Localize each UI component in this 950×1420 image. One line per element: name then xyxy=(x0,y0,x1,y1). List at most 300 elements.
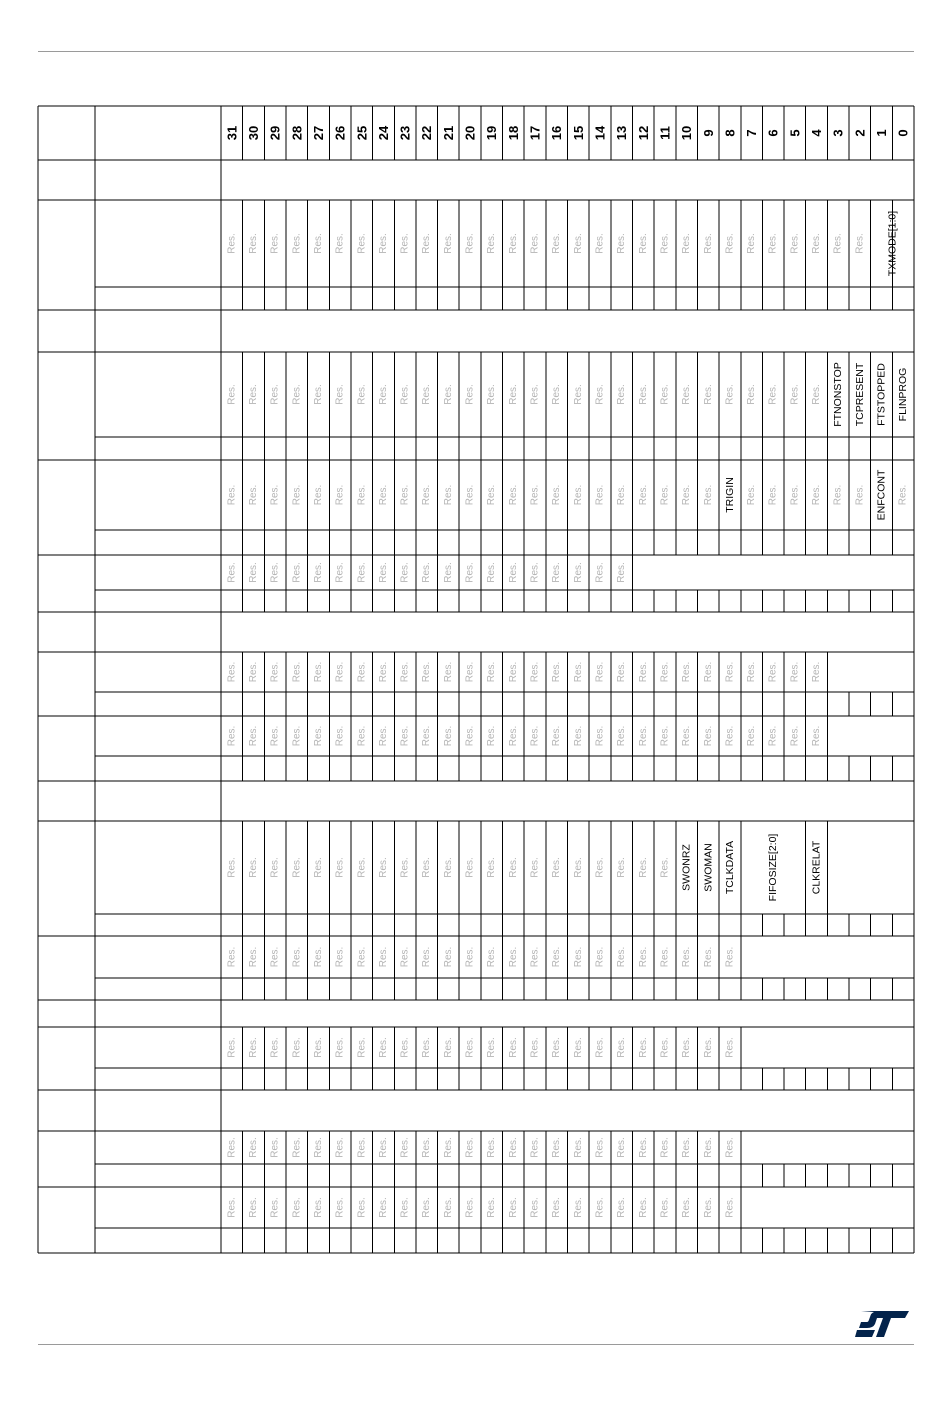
bit-number-20: 20 xyxy=(462,125,478,141)
reserved-bit-16: Res. xyxy=(551,661,563,683)
reserved-bit-31: Res. xyxy=(226,562,238,583)
reserved-bit-23: Res. xyxy=(399,946,411,968)
reserved-bit-21: Res. xyxy=(442,562,454,583)
reserved-bit-10: Res. xyxy=(681,484,693,506)
reserved-bit-27: Res. xyxy=(312,946,324,968)
reserved-bit-27: Res. xyxy=(312,857,324,878)
field-clkrelat: CLKRELAT xyxy=(810,840,823,895)
bit-number-6: 6 xyxy=(765,129,781,137)
reserved-bit-29: Res. xyxy=(269,857,281,878)
field-ftnonstop: FTNONSTOP xyxy=(832,362,845,427)
reserved-bit-5: Res. xyxy=(789,384,801,405)
reserved-bit-28: Res. xyxy=(291,946,303,968)
reserved-bit-9: Res. xyxy=(702,1197,714,1218)
field-flinprog: FLINPROG xyxy=(897,367,910,422)
reserved-bit-26: Res. xyxy=(334,384,346,405)
reserved-bit-17: Res. xyxy=(529,725,541,747)
bit-number-12: 12 xyxy=(635,125,651,141)
reserved-bit-26: Res. xyxy=(334,661,346,683)
reserved-bit-28: Res. xyxy=(291,484,303,506)
reserved-bit-9: Res. xyxy=(702,1137,714,1158)
reserved-bit-27: Res. xyxy=(312,562,324,583)
reserved-bit-22: Res. xyxy=(421,1137,433,1158)
reserved-bit-21: Res. xyxy=(442,233,454,254)
field-tcpresent: TCPRESENT xyxy=(853,362,866,427)
reserved-bit-19: Res. xyxy=(486,1197,498,1218)
reserved-bit-19: Res. xyxy=(486,946,498,968)
reserved-bit-18: Res. xyxy=(507,946,519,968)
reserved-bit-13: Res. xyxy=(616,725,628,747)
reserved-bit-10: Res. xyxy=(681,946,693,968)
reserved-bit-22: Res. xyxy=(421,384,433,405)
reserved-bit-10: Res. xyxy=(681,384,693,405)
reserved-bit-15: Res. xyxy=(572,233,584,254)
bit-number-22: 22 xyxy=(419,125,435,141)
reserved-bit-5: Res. xyxy=(789,725,801,747)
reserved-bit-4: Res. xyxy=(811,661,823,683)
bit-number-17: 17 xyxy=(527,125,543,141)
reserved-bit-28: Res. xyxy=(291,661,303,683)
reserved-bit-20: Res. xyxy=(464,1037,476,1058)
reserved-bit-4: Res. xyxy=(811,384,823,405)
reserved-bit-20: Res. xyxy=(464,946,476,968)
reserved-bit-30: Res. xyxy=(247,1137,259,1158)
reserved-bit-13: Res. xyxy=(616,233,628,254)
reserved-bit-26: Res. xyxy=(334,946,346,968)
reserved-bit-14: Res. xyxy=(594,1137,606,1158)
reserved-bit-13: Res. xyxy=(616,946,628,968)
bit-number-9: 9 xyxy=(700,129,716,137)
reserved-bit-7: Res. xyxy=(746,725,758,747)
reserved-bit-19: Res. xyxy=(486,1137,498,1158)
reserved-bit-30: Res. xyxy=(247,562,259,583)
reserved-bit-30: Res. xyxy=(247,233,259,254)
reserved-bit-26: Res. xyxy=(334,233,346,254)
reserved-bit-28: Res. xyxy=(291,1037,303,1058)
reserved-bit-25: Res. xyxy=(356,233,368,254)
bit-number-5: 5 xyxy=(787,129,803,137)
reserved-bit-29: Res. xyxy=(269,1197,281,1218)
reserved-bit-27: Res. xyxy=(312,1137,324,1158)
reserved-bit-15: Res. xyxy=(572,1137,584,1158)
reserved-bit-31: Res. xyxy=(226,484,238,506)
reserved-bit-17: Res. xyxy=(529,1197,541,1218)
reserved-bit-29: Res. xyxy=(269,1137,281,1158)
reserved-bit-26: Res. xyxy=(334,857,346,878)
reserved-bit-27: Res. xyxy=(312,661,324,683)
reserved-bit-12: Res. xyxy=(637,661,649,683)
reserved-bit-30: Res. xyxy=(247,857,259,878)
bit-number-2: 2 xyxy=(852,129,868,137)
reserved-bit-14: Res. xyxy=(594,946,606,968)
bit-number-8: 8 xyxy=(722,129,738,137)
reserved-bit-16: Res. xyxy=(551,1137,563,1158)
reserved-bit-4: Res. xyxy=(811,233,823,254)
reserved-bit-9: Res. xyxy=(702,661,714,683)
bit-number-13: 13 xyxy=(614,125,630,141)
reserved-bit-28: Res. xyxy=(291,725,303,747)
reserved-bit-24: Res. xyxy=(377,484,389,506)
reserved-bit-3: Res. xyxy=(832,484,844,506)
reserved-bit-23: Res. xyxy=(399,384,411,405)
reserved-bit-5: Res. xyxy=(789,233,801,254)
bottom-rule xyxy=(38,1344,914,1345)
reserved-bit-18: Res. xyxy=(507,233,519,254)
reserved-bit-10: Res. xyxy=(681,661,693,683)
reserved-bit-25: Res. xyxy=(356,725,368,747)
reserved-bit-14: Res. xyxy=(594,857,606,878)
reserved-bit-23: Res. xyxy=(399,725,411,747)
reserved-bit-11: Res. xyxy=(659,1037,671,1058)
reserved-bit-11: Res. xyxy=(659,1197,671,1218)
reserved-bit-3: Res. xyxy=(832,233,844,254)
reserved-bit-20: Res. xyxy=(464,661,476,683)
reserved-bit-10: Res. xyxy=(681,725,693,747)
reserved-bit-22: Res. xyxy=(421,484,433,506)
bit-number-27: 27 xyxy=(310,125,326,141)
reserved-bit-25: Res. xyxy=(356,857,368,878)
reserved-bit-29: Res. xyxy=(269,1037,281,1058)
reserved-bit-8: Res. xyxy=(724,384,736,405)
reserved-bit-8: Res. xyxy=(724,1037,736,1058)
reserved-bit-28: Res. xyxy=(291,233,303,254)
reserved-bit-30: Res. xyxy=(247,725,259,747)
reserved-bit-15: Res. xyxy=(572,1037,584,1058)
reserved-bit-17: Res. xyxy=(529,1137,541,1158)
reserved-bit-21: Res. xyxy=(442,1197,454,1218)
reserved-bit-21: Res. xyxy=(442,1137,454,1158)
reserved-bit-9: Res. xyxy=(702,946,714,968)
reserved-bit-19: Res. xyxy=(486,562,498,583)
reserved-bit-17: Res. xyxy=(529,562,541,583)
reserved-bit-22: Res. xyxy=(421,661,433,683)
reserved-bit-23: Res. xyxy=(399,857,411,878)
reserved-bit-17: Res. xyxy=(529,661,541,683)
reserved-bit-30: Res. xyxy=(247,661,259,683)
reserved-bit-29: Res. xyxy=(269,562,281,583)
reserved-bit-6: Res. xyxy=(767,484,779,506)
reserved-bit-23: Res. xyxy=(399,661,411,683)
reserved-bit-16: Res. xyxy=(551,1037,563,1058)
reserved-bit-31: Res. xyxy=(226,1197,238,1218)
reserved-bit-21: Res. xyxy=(442,1037,454,1058)
reserved-bit-0: Res. xyxy=(897,484,909,506)
reserved-bit-15: Res. xyxy=(572,725,584,747)
bit-number-18: 18 xyxy=(505,125,521,141)
reserved-bit-29: Res. xyxy=(269,946,281,968)
reserved-bit-20: Res. xyxy=(464,484,476,506)
reserved-bit-20: Res. xyxy=(464,1197,476,1218)
reserved-bit-14: Res. xyxy=(594,233,606,254)
reserved-bit-23: Res. xyxy=(399,1037,411,1058)
reserved-bit-12: Res. xyxy=(637,946,649,968)
reserved-bit-27: Res. xyxy=(312,484,324,506)
bit-number-26: 26 xyxy=(332,125,348,141)
reserved-bit-18: Res. xyxy=(507,661,519,683)
field-swonrz: SWONRZ xyxy=(680,844,693,891)
reserved-bit-31: Res. xyxy=(226,1037,238,1058)
reserved-bit-12: Res. xyxy=(637,384,649,405)
reserved-bit-7: Res. xyxy=(746,484,758,506)
reserved-bit-16: Res. xyxy=(551,725,563,747)
reserved-bit-8: Res. xyxy=(724,661,736,683)
reserved-bit-18: Res. xyxy=(507,1197,519,1218)
reserved-bit-23: Res. xyxy=(399,1137,411,1158)
reserved-bit-9: Res. xyxy=(702,233,714,254)
reserved-bit-14: Res. xyxy=(594,1197,606,1218)
reserved-bit-8: Res. xyxy=(724,946,736,968)
bit-number-16: 16 xyxy=(549,125,565,141)
reserved-bit-12: Res. xyxy=(637,1137,649,1158)
reserved-bit-15: Res. xyxy=(572,946,584,968)
bit-number-23: 23 xyxy=(397,125,413,141)
reserved-bit-31: Res. xyxy=(226,857,238,878)
reserved-bit-24: Res. xyxy=(377,1137,389,1158)
reserved-bit-16: Res. xyxy=(551,946,563,968)
reserved-bit-26: Res. xyxy=(334,1037,346,1058)
reserved-bit-12: Res. xyxy=(637,233,649,254)
reserved-bit-11: Res. xyxy=(659,946,671,968)
bit-number-15: 15 xyxy=(570,125,586,141)
reserved-bit-16: Res. xyxy=(551,233,563,254)
reserved-bit-13: Res. xyxy=(616,1037,628,1058)
reserved-bit-23: Res. xyxy=(399,233,411,254)
reserved-bit-10: Res. xyxy=(681,1137,693,1158)
reserved-bit-28: Res. xyxy=(291,562,303,583)
reserved-bit-10: Res. xyxy=(681,1037,693,1058)
reserved-bit-12: Res. xyxy=(637,1037,649,1058)
reserved-bit-14: Res. xyxy=(594,1037,606,1058)
reserved-bit-11: Res. xyxy=(659,661,671,683)
reserved-bit-11: Res. xyxy=(659,233,671,254)
reserved-bit-17: Res. xyxy=(529,857,541,878)
reserved-bit-14: Res. xyxy=(594,562,606,583)
reserved-bit-13: Res. xyxy=(616,857,628,878)
bit-number-1: 1 xyxy=(874,129,890,137)
reserved-bit-28: Res. xyxy=(291,1197,303,1218)
reserved-bit-22: Res. xyxy=(421,1037,433,1058)
reserved-bit-31: Res. xyxy=(226,1137,238,1158)
field-enfcont: ENFCONT xyxy=(875,469,888,521)
reserved-bit-28: Res. xyxy=(291,1137,303,1158)
reserved-bit-10: Res. xyxy=(681,233,693,254)
bit-number-24: 24 xyxy=(375,125,391,141)
reserved-bit-18: Res. xyxy=(507,725,519,747)
reserved-bit-21: Res. xyxy=(442,661,454,683)
field-trigin: TRIGIN xyxy=(723,477,736,513)
reserved-bit-16: Res. xyxy=(551,857,563,878)
reserved-bit-28: Res. xyxy=(291,384,303,405)
bit-number-21: 21 xyxy=(440,125,456,141)
reserved-bit-20: Res. xyxy=(464,1137,476,1158)
reserved-bit-22: Res. xyxy=(421,725,433,747)
reserved-bit-31: Res. xyxy=(226,946,238,968)
reserved-bit-11: Res. xyxy=(659,484,671,506)
bit-number-28: 28 xyxy=(289,125,305,141)
reserved-bit-7: Res. xyxy=(746,661,758,683)
reserved-bit-22: Res. xyxy=(421,1197,433,1218)
reserved-bit-29: Res. xyxy=(269,384,281,405)
reserved-bit-24: Res. xyxy=(377,661,389,683)
reserved-bit-4: Res. xyxy=(811,725,823,747)
reserved-bit-26: Res. xyxy=(334,725,346,747)
reserved-bit-9: Res. xyxy=(702,725,714,747)
reserved-bit-9: Res. xyxy=(702,484,714,506)
reserved-bit-6: Res. xyxy=(767,661,779,683)
reserved-bit-19: Res. xyxy=(486,484,498,506)
reserved-bit-13: Res. xyxy=(616,384,628,405)
reserved-bit-27: Res. xyxy=(312,1037,324,1058)
reserved-bit-30: Res. xyxy=(247,946,259,968)
reserved-bit-21: Res. xyxy=(442,857,454,878)
bit-number-30: 30 xyxy=(245,125,261,141)
reserved-bit-24: Res. xyxy=(377,384,389,405)
reserved-bit-20: Res. xyxy=(464,857,476,878)
bit-number-14: 14 xyxy=(592,125,608,141)
reserved-bit-16: Res. xyxy=(551,562,563,583)
bit-number-7: 7 xyxy=(744,129,760,137)
reserved-bit-10: Res. xyxy=(681,1197,693,1218)
reserved-bit-25: Res. xyxy=(356,1197,368,1218)
reserved-bit-25: Res. xyxy=(356,661,368,683)
reserved-bit-25: Res. xyxy=(356,562,368,583)
reserved-bit-19: Res. xyxy=(486,233,498,254)
reserved-bit-5: Res. xyxy=(789,661,801,683)
reserved-bit-31: Res. xyxy=(226,233,238,254)
reserved-bit-27: Res. xyxy=(312,1197,324,1218)
reserved-bit-14: Res. xyxy=(594,384,606,405)
reserved-bit-19: Res. xyxy=(486,661,498,683)
reserved-bit-30: Res. xyxy=(247,484,259,506)
reserved-bit-24: Res. xyxy=(377,725,389,747)
field-txmode-1-0: TXMODE[1:0] xyxy=(886,210,899,277)
reserved-bit-21: Res. xyxy=(442,946,454,968)
bit-number-31: 31 xyxy=(224,125,240,141)
reserved-bit-15: Res. xyxy=(572,857,584,878)
reserved-bit-16: Res. xyxy=(551,484,563,506)
reserved-bit-6: Res. xyxy=(767,233,779,254)
reserved-bit-15: Res. xyxy=(572,484,584,506)
bit-number-19: 19 xyxy=(484,125,500,141)
reserved-bit-15: Res. xyxy=(572,384,584,405)
reserved-bit-22: Res. xyxy=(421,857,433,878)
reserved-bit-29: Res. xyxy=(269,484,281,506)
bit-number-29: 29 xyxy=(267,125,283,141)
reserved-bit-13: Res. xyxy=(616,1137,628,1158)
reserved-bit-12: Res. xyxy=(637,857,649,878)
reserved-bit-15: Res. xyxy=(572,1197,584,1218)
field-swoman: SWOMAN xyxy=(702,843,715,892)
reserved-bit-28: Res. xyxy=(291,857,303,878)
reserved-bit-24: Res. xyxy=(377,1197,389,1218)
reserved-bit-16: Res. xyxy=(551,384,563,405)
reserved-bit-15: Res. xyxy=(572,562,584,583)
reserved-bit-16: Res. xyxy=(551,1197,563,1218)
reserved-bit-17: Res. xyxy=(529,233,541,254)
reserved-bit-18: Res. xyxy=(507,562,519,583)
reserved-bit-12: Res. xyxy=(637,1197,649,1218)
reserved-bit-18: Res. xyxy=(507,384,519,405)
reserved-bit-19: Res. xyxy=(486,384,498,405)
reserved-bit-19: Res. xyxy=(486,725,498,747)
reserved-bit-18: Res. xyxy=(507,1137,519,1158)
reserved-bit-11: Res. xyxy=(659,1137,671,1158)
reserved-bit-26: Res. xyxy=(334,1197,346,1218)
field-tclkdata: TCLKDATA xyxy=(723,840,736,895)
reserved-bit-13: Res. xyxy=(616,1197,628,1218)
reserved-bit-24: Res. xyxy=(377,562,389,583)
reserved-bit-29: Res. xyxy=(269,661,281,683)
bit-number-11: 11 xyxy=(657,126,673,140)
reserved-bit-23: Res. xyxy=(399,484,411,506)
reserved-bit-2: Res. xyxy=(854,233,866,254)
reserved-bit-12: Res. xyxy=(637,484,649,506)
reserved-bit-15: Res. xyxy=(572,661,584,683)
reserved-bit-4: Res. xyxy=(811,484,823,506)
reserved-bit-20: Res. xyxy=(464,725,476,747)
reserved-bit-25: Res. xyxy=(356,1037,368,1058)
reserved-bit-9: Res. xyxy=(702,384,714,405)
reserved-bit-29: Res. xyxy=(269,233,281,254)
reserved-bit-8: Res. xyxy=(724,233,736,254)
reserved-bit-27: Res. xyxy=(312,233,324,254)
field-fifosize-2-0: FIFOSIZE[2:0] xyxy=(767,833,780,902)
reserved-bit-11: Res. xyxy=(659,857,671,878)
reserved-bit-25: Res. xyxy=(356,384,368,405)
reserved-bit-17: Res. xyxy=(529,1037,541,1058)
reserved-bit-20: Res. xyxy=(464,562,476,583)
reserved-bit-12: Res. xyxy=(637,725,649,747)
reserved-bit-18: Res. xyxy=(507,1037,519,1058)
reserved-bit-25: Res. xyxy=(356,1137,368,1158)
reserved-bit-9: Res. xyxy=(702,1037,714,1058)
reserved-bit-14: Res. xyxy=(594,661,606,683)
reserved-bit-21: Res. xyxy=(442,384,454,405)
reserved-bit-24: Res. xyxy=(377,946,389,968)
reserved-bit-25: Res. xyxy=(356,484,368,506)
reserved-bit-19: Res. xyxy=(486,1037,498,1058)
reserved-bit-18: Res. xyxy=(507,484,519,506)
reserved-bit-20: Res. xyxy=(464,384,476,405)
reserved-bit-30: Res. xyxy=(247,384,259,405)
st-logo xyxy=(853,1308,911,1340)
reserved-bit-29: Res. xyxy=(269,725,281,747)
reserved-bit-13: Res. xyxy=(616,562,628,583)
reserved-bit-11: Res. xyxy=(659,725,671,747)
reserved-bit-18: Res. xyxy=(507,857,519,878)
reserved-bit-31: Res. xyxy=(226,725,238,747)
bit-number-10: 10 xyxy=(679,125,695,141)
reserved-bit-11: Res. xyxy=(659,384,671,405)
reserved-bit-17: Res. xyxy=(529,384,541,405)
reserved-bit-20: Res. xyxy=(464,233,476,254)
reserved-bit-22: Res. xyxy=(421,233,433,254)
reserved-bit-27: Res. xyxy=(312,384,324,405)
field-ftstopped: FTSTOPPED xyxy=(875,363,888,426)
reserved-bit-7: Res. xyxy=(746,233,758,254)
reserved-bit-17: Res. xyxy=(529,946,541,968)
reserved-bit-8: Res. xyxy=(724,725,736,747)
reserved-bit-30: Res. xyxy=(247,1197,259,1218)
reserved-bit-14: Res. xyxy=(594,484,606,506)
reserved-bit-26: Res. xyxy=(334,484,346,506)
reserved-bit-8: Res. xyxy=(724,1137,736,1158)
reserved-bit-26: Res. xyxy=(334,1137,346,1158)
bit-number-4: 4 xyxy=(809,129,825,137)
reserved-bit-30: Res. xyxy=(247,1037,259,1058)
reserved-bit-21: Res. xyxy=(442,484,454,506)
reserved-bit-27: Res. xyxy=(312,725,324,747)
